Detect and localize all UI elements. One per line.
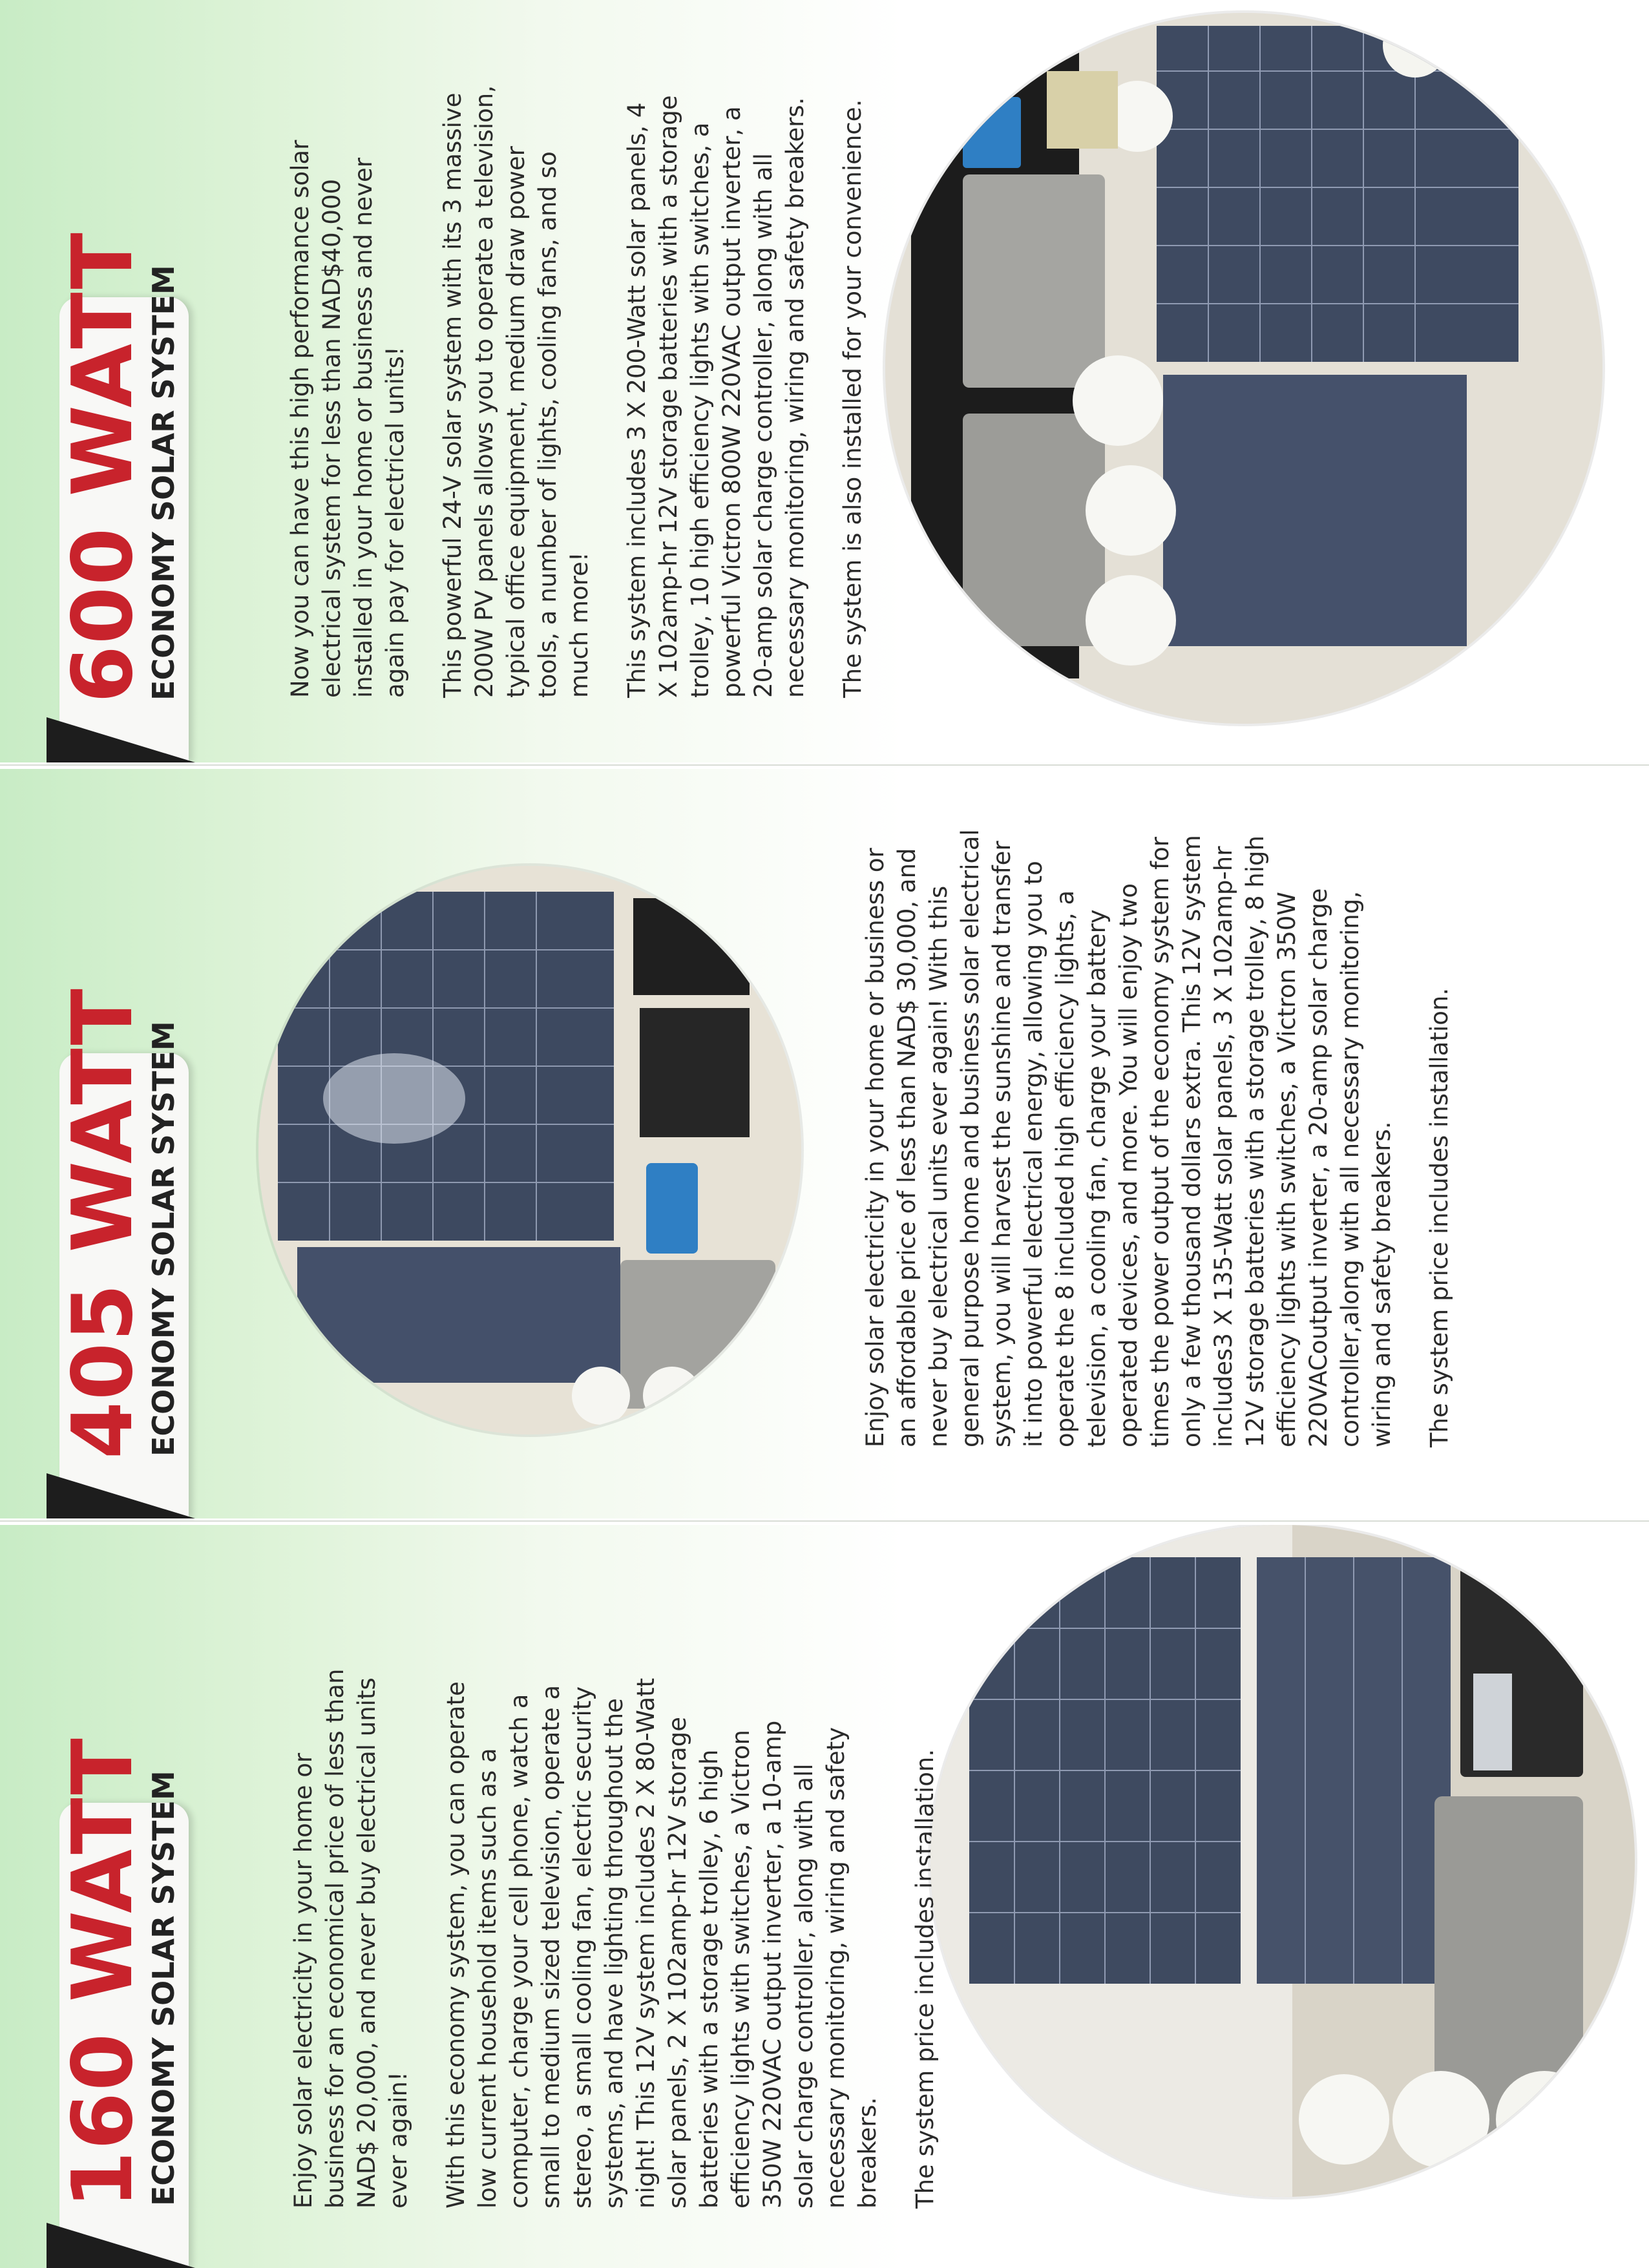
paragraph: This powerful 24-V solar system with its 3 massive 200W PV panels allows you to operate a television, typical office equipment, medium draw power tools, a number of lights, cooling fans, and so much more! — [439, 85, 593, 698]
panel-405-watt — [0, 769, 1649, 1518]
panel-600-watt — [0, 0, 1649, 762]
paragraph: Now you can have this high performance solar electrical system for less than NAD$40,000 installed in your home or business and never again pay for electrical units! — [286, 140, 409, 698]
panel-body — [859, 827, 1481, 1447]
paragraph: Enjoy solar electricity in your home or business for an economical price of less than NAD$ 20,000, and never buy electrical units ever again! — [289, 1668, 412, 2209]
paragraph: The system is also installed for your convenience. — [839, 99, 867, 698]
banner-accent — [47, 717, 195, 762]
solar-system-photo — [930, 1525, 1635, 2197]
panel-title: 600 WATT — [55, 231, 151, 703]
fold-divider — [0, 764, 1649, 766]
panel-title: 405 WATT — [55, 987, 151, 1459]
banner-accent — [47, 2223, 195, 2268]
solar-system-photo — [885, 13, 1602, 724]
panel-title: 160 WATT — [55, 1737, 151, 2209]
panel-subtitle: ECONOMY SOLAR SYSTEM — [146, 265, 181, 700]
banner-accent — [47, 1473, 195, 1518]
panel-subtitle: ECONOMY SOLAR SYSTEM — [146, 1021, 181, 1456]
paragraph: The system price includes installation. — [1425, 987, 1453, 1447]
fold-divider — [0, 1520, 1649, 1522]
paragraph: This system includes 3 X 200-Watt solar panels, 4 X 102amp-hr 12V storage batteries with a storage trolley, 10 high efficiency lights with switches, a powerful Victron 800W 220VAC output inverter, a 20-amp solar charge controller, along with all necessary monitoring, wiring and safety breakers. — [623, 95, 809, 698]
panel-body — [284, 84, 894, 698]
solar-system-photo — [258, 866, 801, 1434]
paragraph: Enjoy solar electricity in your home or business or an affordable price of less than NAD$ 30,000, and never buy electrical units ever again! With this general purpose home and business solar electrical system, you will harvest the sunshine and transfer it into powerful electrical energy, allowing you to operate the 8 included high efficiency lights, a television, a cooling fan, charge your battery operated devices, and more. You will enjoy two times the power output of the economy system for only a few thousand dollars extra. This 12V system includes3 X 135-Watt solar panels, 3 X 102amp-hr 12V storage batteries with a storage trolley, 8 high efficiency lights with switches, a Victron 350W 220VACoutput inverter, a 20-amp solar charge controller,along with all necessary monitoring, wiring and safety breakers. — [861, 829, 1396, 1447]
panel-160-watt — [0, 1525, 1649, 2268]
paragraph: With this economy system, you can operate low current household items such as a computer, charge your cell phone, watch a small to medium sized television, operate a stereo, a small cooling fan, electric security systems, and have lighting throughout the night! This 12V system includes 2 X 80-Watt solar panels, 2 X 102amp-hr 12V storage batteries with a storage trolley, 6 high efficiency lights with switches, a Victron 350W 220VAC output inverter, a 10-amp solar charge controller, along with all necessary monitoring, wiring and safety breakers. — [442, 1677, 881, 2209]
panel-subtitle: ECONOMY SOLAR SYSTEM — [146, 1770, 181, 2206]
panel-body — [288, 1666, 967, 2209]
paragraph: The system price includes installation. — [911, 1748, 939, 2209]
